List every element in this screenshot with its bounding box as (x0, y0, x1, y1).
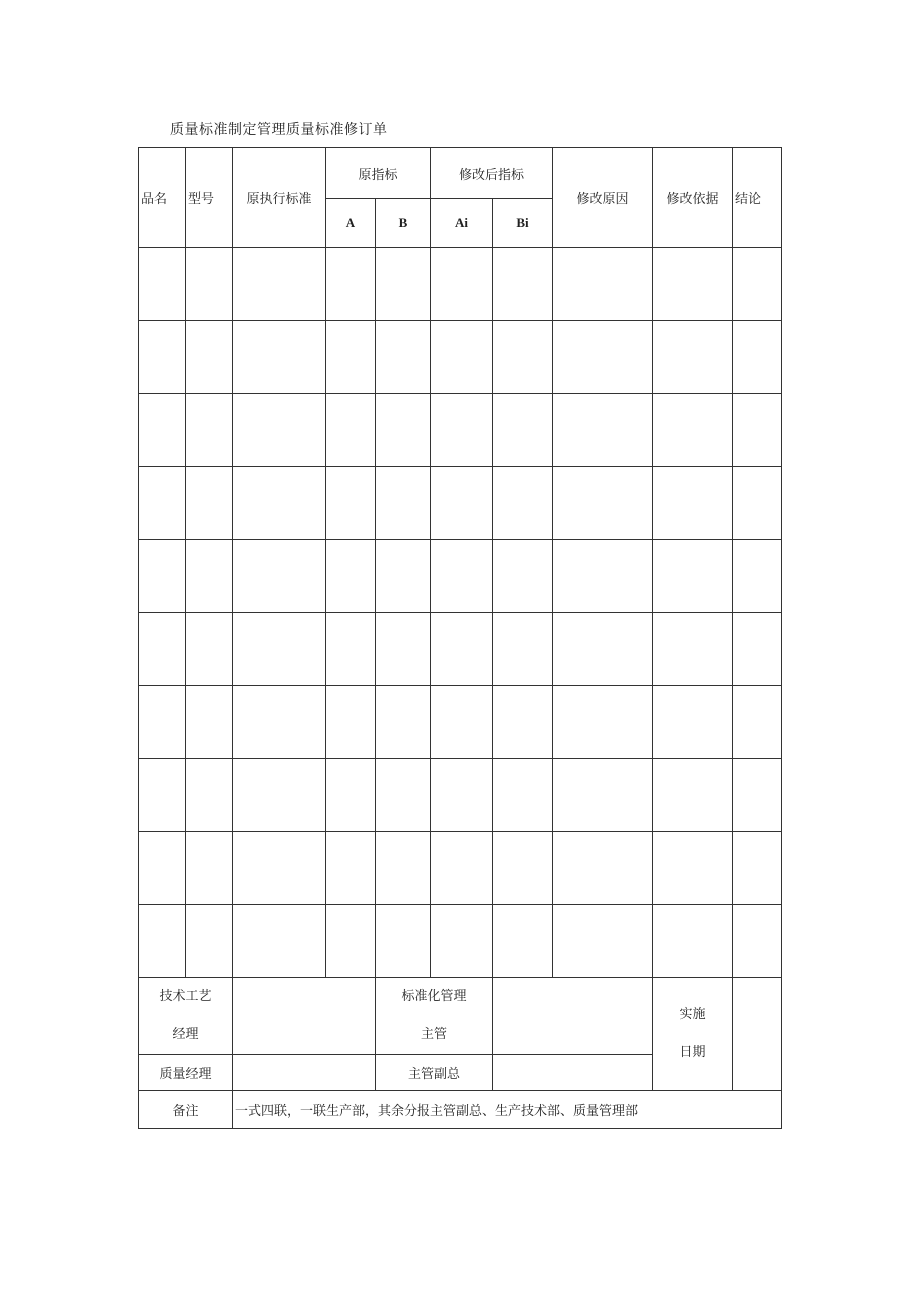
cell-bi[interactable] (493, 832, 553, 905)
cell-model[interactable] (186, 394, 233, 467)
cell-original-standard[interactable] (233, 613, 326, 686)
cell-product-name[interactable] (139, 467, 186, 540)
cell-product-name[interactable] (139, 759, 186, 832)
cell-bi[interactable] (493, 394, 553, 467)
cell-ai[interactable] (431, 248, 493, 321)
header-sub-b: B (376, 199, 431, 248)
impl-date-label: 实施 日期 (653, 978, 733, 1091)
cell-conclusion[interactable] (733, 321, 782, 394)
cell-b[interactable] (376, 394, 431, 467)
cell-conclusion[interactable] (733, 905, 782, 978)
cell-original-standard[interactable] (233, 394, 326, 467)
table-row (139, 321, 782, 394)
quality-manager-label: 质量经理 (139, 1055, 233, 1091)
cell-bi[interactable] (493, 540, 553, 613)
table-row (139, 540, 782, 613)
header-conclusion: 结论 (733, 148, 782, 248)
table-row (139, 832, 782, 905)
cell-revision-basis[interactable] (653, 394, 733, 467)
table-row (139, 686, 782, 759)
cell-product-name[interactable] (139, 540, 186, 613)
header-product-name: 品名 (139, 148, 186, 248)
cell-conclusion[interactable] (733, 832, 782, 905)
cell-conclusion[interactable] (733, 613, 782, 686)
cell-bi[interactable] (493, 613, 553, 686)
cell-product-name[interactable] (139, 613, 186, 686)
cell-b[interactable] (376, 759, 431, 832)
table-row (139, 394, 782, 467)
header-original-standard: 原执行标准 (233, 148, 326, 248)
cell-b[interactable] (376, 613, 431, 686)
table-row (139, 467, 782, 540)
cell-a[interactable] (326, 394, 376, 467)
cell-b[interactable] (376, 832, 431, 905)
table-row (139, 613, 782, 686)
cell-revision-basis[interactable] (653, 248, 733, 321)
tech-manager-label: 技术工艺 经理 (139, 978, 233, 1055)
cell-revision-reason[interactable] (553, 832, 653, 905)
cell-ai[interactable] (431, 321, 493, 394)
cell-conclusion[interactable] (733, 394, 782, 467)
cell-original-standard[interactable] (233, 467, 326, 540)
deputy-director-value[interactable] (493, 1055, 653, 1091)
cell-product-name[interactable] (139, 248, 186, 321)
cell-b[interactable] (376, 248, 431, 321)
cell-a[interactable] (326, 540, 376, 613)
cell-b[interactable] (376, 540, 431, 613)
cell-ai[interactable] (431, 759, 493, 832)
cell-revision-reason[interactable] (553, 686, 653, 759)
cell-model[interactable] (186, 759, 233, 832)
cell-revision-basis[interactable] (653, 540, 733, 613)
cell-revision-basis[interactable] (653, 832, 733, 905)
cell-b[interactable] (376, 321, 431, 394)
cell-ai[interactable] (431, 540, 493, 613)
revision-form-table (138, 147, 782, 1129)
header-model: 型号 (186, 148, 233, 248)
cell-product-name[interactable] (139, 321, 186, 394)
cell-a[interactable] (326, 467, 376, 540)
cell-conclusion[interactable] (733, 759, 782, 832)
cell-b[interactable] (376, 686, 431, 759)
cell-model[interactable] (186, 540, 233, 613)
cell-original-standard[interactable] (233, 759, 326, 832)
cell-revision-basis[interactable] (653, 321, 733, 394)
cell-product-name[interactable] (139, 905, 186, 978)
cell-original-standard[interactable] (233, 248, 326, 321)
cell-conclusion[interactable] (733, 248, 782, 321)
cell-revision-reason[interactable] (553, 905, 653, 978)
cell-b[interactable] (376, 467, 431, 540)
cell-original-standard[interactable] (233, 321, 326, 394)
cell-product-name[interactable] (139, 832, 186, 905)
cell-model[interactable] (186, 321, 233, 394)
std-manager-label: 标准化管理 主管 (376, 978, 493, 1055)
cell-original-standard[interactable] (233, 832, 326, 905)
data-rows (139, 248, 782, 978)
cell-revision-reason[interactable] (553, 467, 653, 540)
table-row (139, 248, 782, 321)
cell-bi[interactable] (493, 467, 553, 540)
cell-b[interactable] (376, 905, 431, 978)
table-row (139, 759, 782, 832)
cell-a[interactable] (326, 832, 376, 905)
cell-model[interactable] (186, 686, 233, 759)
cell-a[interactable] (326, 759, 376, 832)
cell-model[interactable] (186, 832, 233, 905)
cell-ai[interactable] (431, 686, 493, 759)
cell-model[interactable] (186, 613, 233, 686)
footer-row-1 (139, 978, 782, 1055)
header-revision-reason: 修改原因 (553, 148, 653, 248)
header-sub-bi: Bi (493, 199, 553, 248)
cell-revision-reason[interactable] (553, 321, 653, 394)
cell-bi[interactable] (493, 759, 553, 832)
cell-a[interactable] (326, 905, 376, 978)
cell-model[interactable] (186, 248, 233, 321)
cell-model[interactable] (186, 905, 233, 978)
cell-bi[interactable] (493, 321, 553, 394)
cell-revision-basis[interactable] (653, 905, 733, 978)
cell-bi[interactable] (493, 686, 553, 759)
cell-a[interactable] (326, 613, 376, 686)
cell-bi[interactable] (493, 248, 553, 321)
cell-bi[interactable] (493, 905, 553, 978)
remarks-text: 一式四联，一联生产部，其余分报主管副总、生产技术部、质量管理部 (233, 1091, 782, 1129)
cell-a[interactable] (326, 248, 376, 321)
cell-ai[interactable] (431, 832, 493, 905)
header-row-1 (139, 148, 782, 199)
cell-original-standard[interactable] (233, 540, 326, 613)
cell-revision-reason[interactable] (553, 394, 653, 467)
tech-manager-value[interactable] (233, 978, 376, 1055)
cell-original-standard[interactable] (233, 905, 326, 978)
cell-conclusion[interactable] (733, 686, 782, 759)
cell-revision-reason[interactable] (553, 540, 653, 613)
cell-model[interactable] (186, 467, 233, 540)
cell-original-standard[interactable] (233, 686, 326, 759)
cell-product-name[interactable] (139, 686, 186, 759)
cell-revision-basis[interactable] (653, 613, 733, 686)
header-sub-a: A (326, 199, 376, 248)
header-sub-ai: Ai (431, 199, 493, 248)
remarks-row (139, 1091, 782, 1129)
cell-revision-reason[interactable] (553, 759, 653, 832)
remarks-label: 备注 (139, 1091, 233, 1129)
cell-conclusion[interactable] (733, 467, 782, 540)
cell-ai[interactable] (431, 613, 493, 686)
header-revision-basis: 修改依据 (653, 148, 733, 248)
cell-ai[interactable] (431, 394, 493, 467)
form-title: 质量标准制定管理质量标准修订单 (170, 122, 388, 138)
cell-ai[interactable] (431, 467, 493, 540)
cell-revision-basis[interactable] (653, 467, 733, 540)
cell-revision-basis[interactable] (653, 759, 733, 832)
quality-manager-value[interactable] (233, 1055, 376, 1091)
impl-date-value[interactable] (733, 978, 782, 1091)
cell-revision-basis[interactable] (653, 686, 733, 759)
cell-a[interactable] (326, 686, 376, 759)
cell-product-name[interactable] (139, 394, 186, 467)
header-revised-index: 修改后指标 (431, 148, 553, 199)
cell-revision-reason[interactable] (553, 248, 653, 321)
cell-a[interactable] (326, 321, 376, 394)
cell-conclusion[interactable] (733, 540, 782, 613)
std-manager-value[interactable] (493, 978, 653, 1055)
header-original-index: 原指标 (326, 148, 431, 199)
cell-ai[interactable] (431, 905, 493, 978)
table-row (139, 905, 782, 978)
deputy-director-label: 主管副总 (376, 1055, 493, 1091)
cell-revision-reason[interactable] (553, 613, 653, 686)
